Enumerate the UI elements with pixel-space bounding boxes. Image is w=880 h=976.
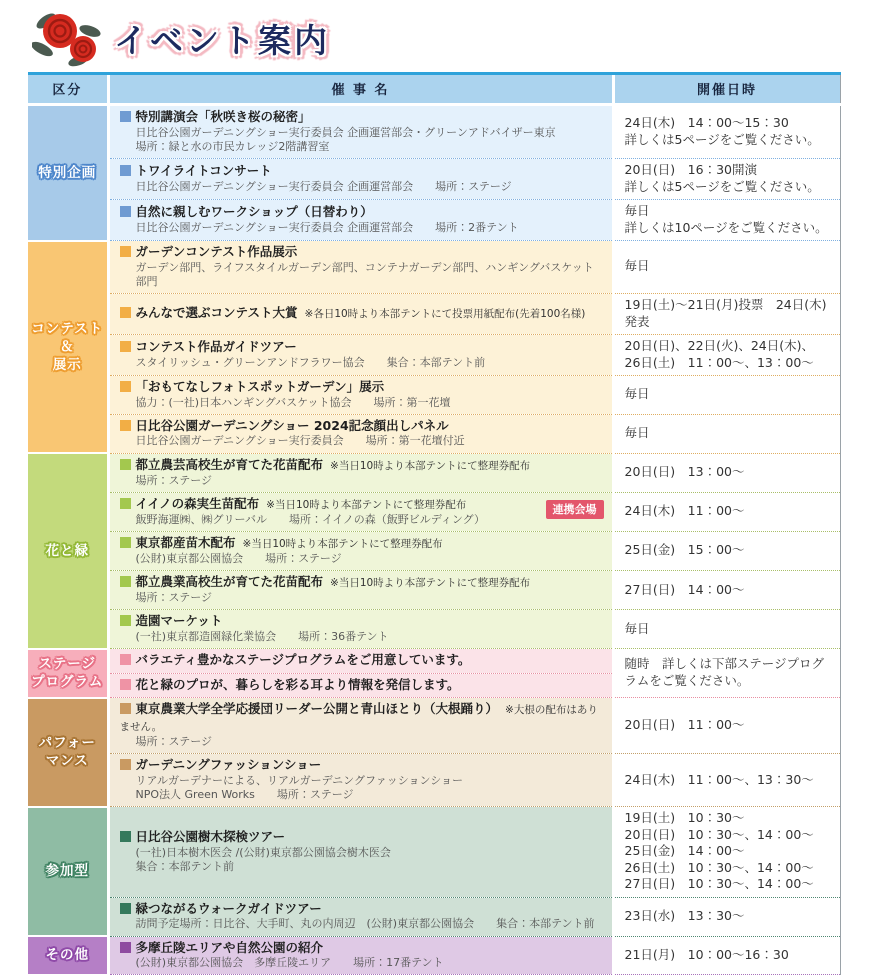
square-bullet-icon	[120, 679, 131, 690]
event-cell	[108, 936, 613, 975]
event-subtext: リアルガーデナーによる、リアルガーデニングファッションショー	[135, 773, 464, 787]
event-table	[28, 72, 841, 976]
table-row	[28, 241, 840, 294]
datetime-cell	[613, 532, 840, 571]
category-cell-performance	[28, 698, 108, 807]
event-title-text: ガーデニングファッションショー	[135, 757, 322, 773]
square-bullet-icon	[120, 341, 131, 352]
datetime-cell	[613, 897, 840, 936]
datetime-cell	[613, 571, 840, 610]
event-subtext: 飯野海運㈱、㈱グリーバル 場所：イイノの森（飯野ビルディング）	[135, 512, 485, 526]
square-bullet-icon	[120, 381, 131, 392]
category-label: プログラム	[31, 674, 104, 691]
event-title	[120, 829, 604, 846]
table-row	[28, 807, 840, 898]
datetime-line: 26日(土) 11：00～、13：00～	[624, 354, 814, 370]
datetime-line: 20日(日)、22日(火)、24日(木)、	[624, 338, 814, 354]
event-note: ※各日10時より本部テントにて投票用紙配布(先着100名様)	[304, 308, 586, 321]
event-title	[120, 339, 604, 356]
event-subtext: (公財)東京都公園協会 場所：ステージ	[135, 551, 342, 565]
event-title	[120, 163, 604, 180]
column-header-event-name: 催 事 名	[108, 74, 613, 105]
table-row	[28, 294, 840, 335]
event-table-body	[28, 105, 840, 975]
event-note: ※当日10時より本部テントにて整理券配布	[266, 498, 467, 511]
event-subtext: NPO法人 Green Works 場所：ステージ	[135, 788, 354, 802]
table-row	[28, 936, 840, 975]
datetime-cell	[613, 936, 840, 975]
datetime-line: 24日(木) 11：00～	[624, 503, 745, 519]
square-bullet-icon	[120, 576, 131, 587]
table-row	[28, 754, 840, 807]
column-header-datetime: 開催日時	[613, 74, 840, 105]
table-row	[28, 492, 840, 531]
square-bullet-icon	[120, 420, 131, 431]
table-header	[28, 74, 840, 105]
square-bullet-icon	[120, 759, 131, 770]
event-subtext: 訪問予定場所：日比谷、大手町、丸の内周辺 (公財)東京都公園協会 集合：本部テント前	[135, 917, 595, 931]
event-title	[120, 613, 604, 630]
datetime-cell	[613, 807, 840, 898]
datetime-cell	[613, 105, 840, 159]
square-bullet-icon	[120, 246, 131, 257]
datetime-line: 20日(日) 10：30～、14：00～	[624, 826, 814, 842]
event-title-text: 都立農芸高校生が育てた花苗配布	[135, 456, 324, 472]
category-label: 花と緑	[45, 542, 89, 559]
event-subtext: 場所：緑と水の市民カレッジ2階講習室	[135, 139, 330, 153]
datetime-cell	[613, 492, 840, 531]
category-label: 参加型	[45, 863, 89, 880]
datetime-line: 詳しくは5ページをご覧ください。	[624, 131, 820, 147]
event-title-text: イイノの森実生苗配布	[135, 495, 260, 511]
event-title-text: 緑つながるウォークガイドツアー	[135, 900, 322, 916]
event-cell	[108, 698, 613, 754]
datetime-cell	[613, 698, 840, 754]
event-cell	[108, 807, 613, 898]
datetime-line: 19日(土)～21日(月)投票 24日(木)発表	[624, 297, 827, 329]
category-cell-contest	[28, 241, 108, 454]
event-subtext: 場所：ステージ	[135, 473, 213, 487]
event-title	[120, 701, 604, 735]
event-title	[120, 418, 604, 435]
event-cell	[108, 414, 613, 453]
event-title	[120, 652, 604, 669]
datetime-cell	[613, 649, 840, 698]
datetime-line: 毎日	[624, 620, 650, 636]
category-cell-green	[28, 453, 108, 648]
event-subtext: スタイリッシュ・グリーンアンドフラワー協会 集合：本部テント前	[135, 355, 486, 369]
event-cell	[108, 754, 613, 807]
table-row	[28, 649, 840, 674]
event-subtext: 協力：(一社)日本ハンギングバスケット協会 場所：第一花壇	[135, 395, 451, 409]
event-title-text: 花と緑のプロが、暮らしを彩る耳より情報を発信します。	[135, 676, 460, 692]
table-row	[28, 532, 840, 571]
event-title-text: ガーデンコンテスト作品展示	[135, 244, 298, 260]
datetime-cell	[613, 241, 840, 294]
event-title	[120, 496, 604, 513]
event-title	[120, 244, 604, 261]
roses-icon	[32, 9, 108, 67]
title-bar	[32, 8, 866, 68]
event-cell	[108, 335, 613, 376]
event-title	[120, 535, 604, 552]
table-row	[28, 571, 840, 610]
table-row	[28, 897, 840, 936]
category-cell-stage	[28, 649, 108, 698]
event-title-text: 東京都産苗木配布	[135, 535, 236, 551]
event-title-text: 特別講演会「秋咲き桜の秘密」	[135, 109, 311, 124]
event-title	[120, 379, 604, 396]
datetime-line: 25日(金) 14：00～	[624, 843, 745, 859]
datetime-line: 27日(日) 14：00～	[624, 581, 745, 597]
datetime-line: 24日(木) 14：00～15：30	[624, 115, 789, 131]
datetime-line: 詳しくは5ページをご覧ください。	[624, 178, 820, 194]
datetime-cell	[613, 453, 840, 492]
datetime-line: 詳しくは10ページをご覧ください。	[624, 219, 828, 235]
event-title	[120, 457, 604, 474]
event-cell	[108, 294, 613, 335]
event-title-text: 「おもてなしフォトスポットガーデン」展示	[135, 379, 385, 395]
event-cell	[108, 649, 613, 674]
datetime-cell	[613, 610, 840, 649]
datetime-line: 20日(日) 16：30開演	[624, 162, 757, 178]
event-title-text: 都立農業高校生が育てた花苗配布	[135, 574, 324, 590]
event-subtext: 日比谷公園ガーデニングショー実行委員会 企画運営部会 場所：2番テント	[135, 220, 519, 234]
table-row	[28, 335, 840, 376]
category-cell-other	[28, 936, 108, 975]
table-row	[28, 610, 840, 649]
event-subtext: (公財)東京都公園協会 多摩丘陵エリア 場所：17番テント	[135, 956, 444, 970]
category-label: ステージ	[38, 655, 96, 672]
event-title-text: みんなで選ぶコンテスト大賞	[135, 305, 298, 321]
datetime-line: 毎日	[624, 386, 650, 402]
square-bullet-icon	[120, 307, 131, 318]
square-bullet-icon	[120, 831, 131, 842]
page-title: イベント案内	[114, 20, 330, 60]
datetime-cell	[613, 335, 840, 376]
datetime-line: 20日(日) 11：00～	[624, 716, 745, 732]
datetime-cell	[613, 754, 840, 807]
event-cell	[108, 241, 613, 294]
category-label: 展示	[52, 357, 82, 374]
square-bullet-icon	[120, 703, 131, 714]
event-title	[120, 757, 604, 774]
square-bullet-icon	[120, 459, 131, 470]
category-label: 特別企画	[38, 164, 97, 181]
datetime-line: 19日(土) 10：30～	[624, 810, 745, 826]
datetime-line: 随時 詳しくは下部ステージプログラムをご覧ください。	[624, 656, 825, 688]
datetime-cell	[613, 294, 840, 335]
event-cell	[108, 897, 613, 936]
event-title	[120, 901, 604, 918]
event-note: ※大根の配布はありません。	[119, 704, 598, 734]
datetime-cell	[613, 200, 840, 241]
category-label: マンス	[45, 753, 89, 770]
datetime-line: 20日(日) 13：00～	[624, 464, 745, 480]
event-title-text: 日比谷公園ガーデニングショー 2024記念顔出しパネル	[135, 417, 449, 433]
event-title	[120, 574, 604, 591]
event-subtext: 日比谷公園ガーデニングショー実行委員会 企画運営部会・グリーンアドバイザー東京	[135, 125, 556, 139]
table-row	[28, 453, 840, 492]
datetime-cell	[613, 414, 840, 453]
datetime-line: 毎日	[624, 203, 650, 219]
datetime-line: 26日(土) 10：30～、14：00～	[624, 859, 814, 875]
event-title	[120, 109, 604, 126]
category-label: コンテスト	[31, 320, 104, 337]
event-cell	[108, 376, 613, 415]
event-subtext: 日比谷公園ガーデニングショー実行委員会 場所：第一花壇付近	[135, 434, 465, 448]
event-title-text: トワイライトコンサート	[135, 163, 272, 179]
square-bullet-icon	[120, 537, 131, 548]
datetime-cell	[613, 159, 840, 200]
square-bullet-icon	[120, 498, 131, 509]
event-subtext: ガーデン部門、ライフスタイルガーデン部門、コンテナガーデン部門、ハンギングバスケット部門	[135, 260, 594, 288]
event-cell	[108, 492, 613, 531]
datetime-line: 25日(金) 15：00～	[624, 542, 745, 558]
event-subtext: 場所：ステージ	[135, 591, 213, 605]
event-title-text: 東京農業大学全学応援団リーダー公開と青山ほとり（大根踊り）	[135, 701, 499, 717]
event-cell	[108, 200, 613, 241]
square-bullet-icon	[120, 654, 131, 665]
square-bullet-icon	[120, 206, 131, 217]
category-label: パフォー	[38, 735, 96, 752]
event-subtext: 日比谷公園ガーデニングショー実行委員会 企画運営部会 場所：ステージ	[135, 179, 512, 193]
event-note: ※当日10時より本部テントにて整理券配布	[242, 538, 443, 551]
event-subtext: 場所：ステージ	[135, 734, 213, 748]
event-title-text: 造園マーケット	[135, 613, 223, 629]
datetime-line: 毎日	[624, 425, 650, 441]
datetime-line: 毎日	[624, 258, 650, 274]
square-bullet-icon	[120, 615, 131, 626]
event-subtext: (一社)東京都造園緑化業協会 場所：36番テント	[135, 629, 389, 643]
event-note: ※当日10時より本部テントにて整理券配布	[330, 459, 531, 472]
square-bullet-icon	[120, 165, 131, 176]
category-label: ＆	[60, 338, 75, 355]
datetime-line: 21日(月) 10：00～16：30	[624, 946, 789, 962]
event-cell	[108, 571, 613, 610]
square-bullet-icon	[120, 903, 131, 914]
event-title	[120, 204, 604, 221]
table-row	[28, 200, 840, 241]
event-subtext: (一社)日本樹木医会 /(公財)東京都公園協会樹木医会	[135, 845, 391, 859]
square-bullet-icon	[120, 942, 131, 953]
event-note: ※当日10時より本部テントにて整理券配布	[330, 577, 531, 590]
column-header-category: 区分	[28, 74, 108, 105]
table-row	[28, 105, 840, 159]
event-title-text: 日比谷公園樹木探検ツアー	[135, 829, 286, 845]
table-row	[28, 414, 840, 453]
partner-venue-badge: 連携会場	[546, 500, 604, 519]
category-cell-special	[28, 105, 108, 241]
event-title-text: バラエティ豊かなステージプログラムをご用意しています。	[135, 652, 471, 668]
datetime-line: 27日(日) 10：30～、14：00～	[624, 876, 814, 892]
event-title	[120, 677, 604, 694]
square-bullet-icon	[120, 111, 131, 122]
event-cell	[108, 159, 613, 200]
event-cell	[108, 532, 613, 571]
event-cell	[108, 673, 613, 698]
category-cell-participation	[28, 807, 108, 936]
event-cell	[108, 105, 613, 159]
event-title-text: コンテスト作品ガイドツアー	[135, 339, 297, 355]
datetime-line: 23日(水) 13：30～	[624, 907, 745, 923]
event-title-text: 多摩丘陵エリアや自然公園の紹介	[135, 939, 324, 955]
event-subtext: 集合：本部テント前	[135, 859, 234, 873]
event-title-text: 自然に親しむワークショップ（日替わり）	[135, 204, 373, 220]
table-row	[28, 159, 840, 200]
table-row	[28, 376, 840, 415]
event-title	[120, 940, 604, 957]
event-cell	[108, 453, 613, 492]
table-row	[28, 698, 840, 754]
event-title	[120, 305, 604, 322]
event-cell	[108, 610, 613, 649]
category-label: その他	[45, 947, 89, 964]
datetime-line: 24日(木) 11：00～、13：30～	[624, 771, 814, 787]
datetime-cell	[613, 376, 840, 415]
